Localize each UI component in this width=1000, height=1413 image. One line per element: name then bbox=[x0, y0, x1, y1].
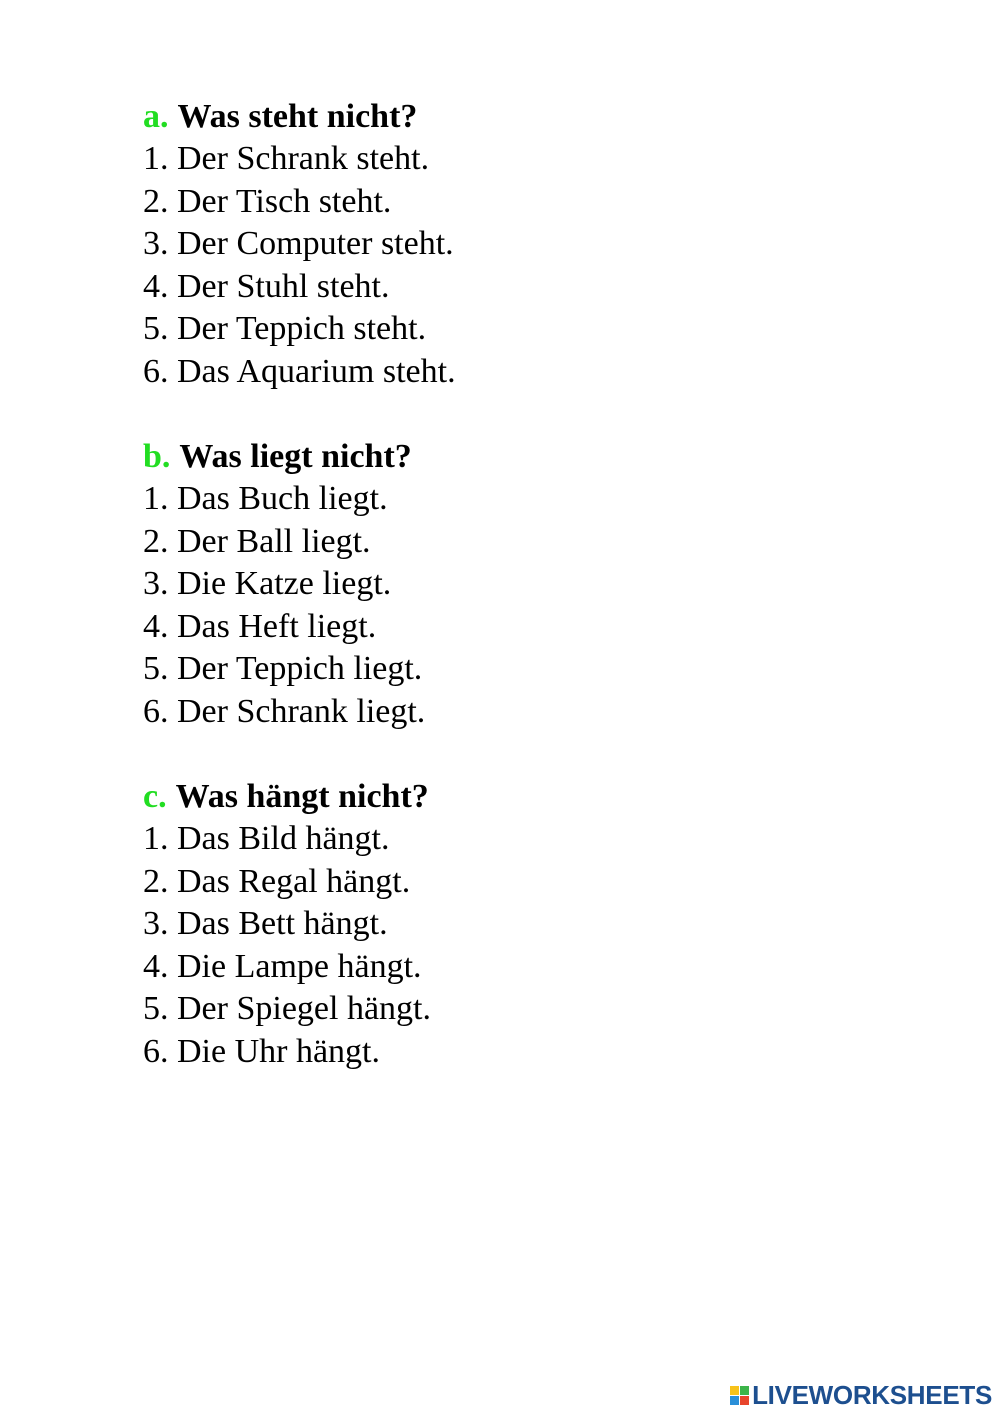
section-letter: c. bbox=[143, 778, 167, 815]
section-heading bbox=[143, 436, 843, 478]
list-item: 5. Der Spiegel hängt. bbox=[143, 990, 431, 1028]
section-heading bbox=[143, 776, 843, 818]
logo-squares-icon bbox=[730, 1386, 749, 1405]
list-item: 3. Die Katze liegt. bbox=[143, 565, 392, 603]
section-question: Was steht nicht? bbox=[177, 98, 418, 135]
list-item: 2. Das Regal hängt. bbox=[143, 862, 411, 900]
list-item: 3. Der Computer steht. bbox=[143, 225, 454, 263]
logo-text: LIVEWORKSHEETS bbox=[752, 1379, 992, 1410]
section-letter: a. bbox=[143, 98, 169, 135]
section-letter: b. bbox=[143, 438, 171, 475]
list-item: 5. Der Teppich steht. bbox=[143, 310, 427, 348]
list-item: 1. Das Bild hängt. bbox=[143, 820, 390, 857]
exercise-section-c bbox=[143, 776, 843, 1074]
list-item: 2. Der Ball liegt. bbox=[143, 522, 371, 560]
list-item: 6. Der Schrank liegt. bbox=[143, 692, 426, 730]
exercise-section-a bbox=[143, 96, 843, 394]
list-item: 3. Das Bett hängt. bbox=[143, 905, 388, 943]
section-question: Was liegt nicht? bbox=[179, 438, 412, 475]
section-heading bbox=[143, 96, 843, 138]
list-item: 4. Das Heft liegt. bbox=[143, 607, 377, 645]
list-item: 4. Die Lampe hängt. bbox=[143, 947, 422, 985]
section-question: Was hängt nicht? bbox=[175, 778, 429, 815]
list-item: 6. Das Aquarium steht. bbox=[143, 352, 456, 390]
list-item: 1. Der Schrank steht. bbox=[143, 140, 430, 177]
list-item: 1. Das Buch liegt. bbox=[143, 480, 388, 517]
list-item: 5. Der Teppich liegt. bbox=[143, 650, 423, 688]
list-item: 2. Der Tisch steht. bbox=[143, 182, 392, 220]
list-item: 6. Die Uhr hängt. bbox=[143, 1032, 381, 1070]
exercise-section-b bbox=[143, 436, 843, 734]
list-item: 4. Der Stuhl steht. bbox=[143, 267, 390, 305]
liveworksheets-logo bbox=[730, 1380, 992, 1410]
